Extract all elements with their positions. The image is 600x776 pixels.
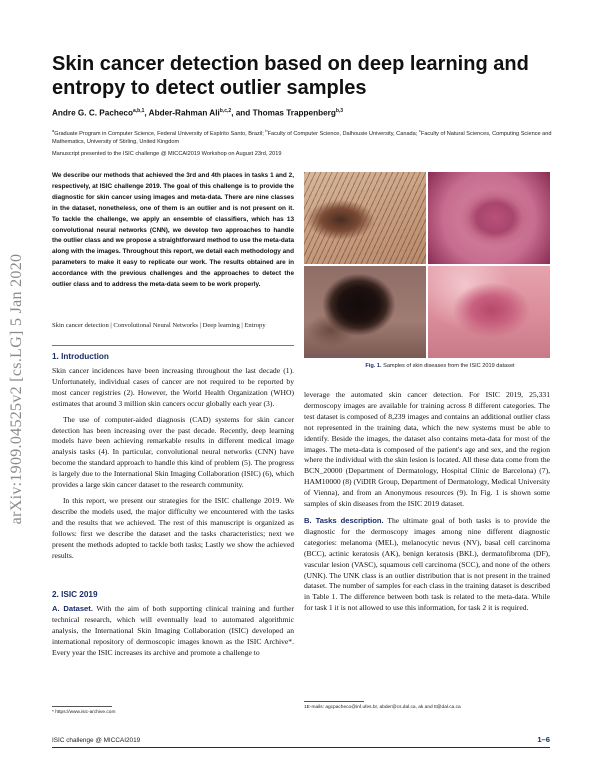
figure-caption [330, 363, 550, 369]
dataset-runin: A. Dataset. [52, 604, 93, 613]
paper-title: Skin cancer detection based on deep learning and entropy to detect outlier samples [52, 53, 529, 99]
tasks-runin: B. Tasks description. [304, 515, 384, 525]
right-column [304, 390, 550, 614]
dataset-continued-paragraph: leverage the automated skin cancer detection. For ISIC 2019, 25,331 dermoscopy images are available for training across 8 different categories. The test dataset is composed of 8,239 images and contains an additional outlier class not represented in the training data, which the new systems must be able to identify. Beside the images, the dataset also contains meta-data for most of the images. The meta-data is composed of the patient's age and sex, and the region where the individual with the skin lesion is located. All these data come from the BCN_20000 (Department of Dermatology, Hospital Clínic de Barcelona) (7), HAM10000 (8) (ViDIR Group, Department of Dermatology, Medical University of Vienna), and from an Anonymous resources (9). In Fig. 1 is shown some samples of skin diseases from the ISIC 2019 dataset. [304, 390, 550, 509]
keywords: Skin cancer detection | Convolutional Neural Networks | Deep learning | Entropy [52, 322, 266, 329]
isic-section [52, 590, 294, 659]
isic-heading: 2. ISIC 2019 [52, 590, 98, 599]
intro-heading: 1. Introduction [52, 352, 109, 361]
tasks-text: The ultimate goal of both tasks is to provide the diagnostic for the dermoscopy images among nine different diagnostic categories: melanoma (MEL), melanocytic nevus (NV), basal cell carcinoma (BCC), actinic keratosis (AK), benign keratosis (BKL), dermatofibroma (DF), vascular lesion (VASC), squamous cell carcinoma (SCC), and none of the others (UNK). The UNK class is an outlier distribution that is not present in the trained dataset. The number of samples for each class in the training dataset is described in Table 1. The difference between both task is related to the meta-data. While for task 1 it is not allowed to use this information, for task 2 it is required. [304, 515, 550, 613]
author-1: Andre G. C. Pacheco [52, 108, 133, 118]
footer-rule [52, 747, 550, 748]
skin-sample-2 [428, 172, 550, 264]
dataset-text: With the aim of both supporting clinical training and further technical research, which will eventually lead to automated algorithmic analysis, the International Skin Imaging Collaboration (ISIC) developed an international repository of dermoscopic images known as the ISIC Archive*. Every year the ISIC increases its archive and promote a challenge to [52, 604, 294, 657]
figure-text: Samples of skin diseases from the ISIC 2019 dataset [383, 363, 515, 369]
affiliation-b: Faculty of Computer Science, Dalhousie University, Canada; [267, 130, 418, 137]
intro-paragraph-2: The use of computer-aided diagnosis (CAD) systems for skin cancer detection has been increasing over the past decade. Recently, deep learning models have been achieving remarkable results in different medical image analysis tasks (4). In particular, convolutional neural networks (CNN) have become the standard approach to handle this kind of problem (5). The progress is largely due to the International Skin Imaging Collaboration (ISIC) (6), which provides a large skin cancer dataset to the research community. [52, 414, 294, 490]
intro-paragraph-3: In this report, we present our strategies for the ISIC challenge 2019. We describe the models used, the major difficulty we encountered with the tasks and the results that we achieved. The rest of this manuscript is organized as follows: first we describe the dataset and the tasks characteristics; next we present the methods adopted to tackle both tasks; Lastly we show the achieved results. [52, 495, 294, 560]
footnote-emails: 1E-mails: agcpacheco@inf.ufes.br, abder@cs.dal.ca, ak and tt@dal.ca.ca [304, 705, 461, 710]
dataset-paragraph [52, 604, 294, 659]
intro-paragraph-1: Skin cancer incidences have been increasing throughout the last decade (1). Unfortunately, individual cases of cancer are not required to be reported by most cancer registries (2). However, the World Health Organization (WHO) estimates that around 3 million skin cancers occur globally each year (3). [52, 366, 294, 408]
arxiv-stamp: arXiv:1909.04525v2 [cs.LG] 5 Jan 2020 [8, 253, 25, 525]
skin-sample-3 [304, 266, 426, 358]
figure-label: Fig. 1. [365, 363, 382, 369]
intro-section [52, 352, 294, 561]
manuscript-note: Manuscript presented to the ISIC challenge @ MICCAI2019 Workshop on August 23rd, 2019 [52, 151, 282, 157]
affiliation-c: Faculty of Natural Sciences, Computing Science and Mathematics, University of Stirling, United Kingdom [52, 130, 552, 145]
author-1-affil: a,b,1 [133, 108, 145, 114]
skin-sample-1 [304, 172, 426, 264]
footnote-isic-archive: * https://www.isic-archive.com [52, 710, 116, 715]
author-list: Andre G. C. Pacheco$^{a,b,1}$, Abder-Rahman Ali$^{b,c,2}$, and Thomas Trappenberg$^{b,3}$ [52, 108, 344, 118]
author-3: and Thomas Trappenberg [235, 108, 336, 118]
tasks-paragraph [304, 516, 550, 614]
author-2: Abder-Rahman Ali [148, 108, 220, 118]
footnote-rule-left [52, 706, 112, 707]
abstract: We describe our methods that achieved the 3rd and 4th places in tasks 1 and 2, respectively, at ISIC challenge 2019. The goal of this challenge is to provide the diagnostic for skin cancer using images and meta-data. There are nine classes in the dataset, nonetheless, one of them is an outlier and is not present on it. To tackle the challenge, we apply an ensemble of classifiers, which has 13 convolutional neural networks (CNN), we develop two approaches to handle the outlier class and we propose a straightforward method to use the meta-data along with the images. Throughout this report, we detail each methodology and parameters to make it easy to replicate our work. The results obtained are in accordance with the previous challenges and the approaches to detect the outlier class and to address the meta-data seem to be work properly. [52, 172, 294, 289]
affiliation-a: Graduate Program in Computer Science, Federal University of Espírito Santo, Brazil; [54, 130, 264, 137]
footnote-rule-right [304, 701, 364, 702]
affiliations: $^a$Graduate Program in Computer Science, Federal University of Espírito Santo, Brazil; $^b$Faculty of Computer Science, Dalhousie University, Canada; $^c$Faculty of Natural Sciences, Computing Science and Mathematics, University of Stirling, United Kingdom [52, 128, 552, 145]
keywords-rule [52, 345, 294, 346]
figure-skin-samples [304, 172, 550, 358]
footer-venue: ISIC challenge @ MICCAI2019 [52, 737, 141, 744]
author-3-affil: b,3 [335, 108, 344, 114]
skin-sample-4 [428, 266, 550, 358]
footer-pages: 1–6 [537, 735, 550, 744]
author-2-affil: b,c,2 [219, 108, 232, 114]
